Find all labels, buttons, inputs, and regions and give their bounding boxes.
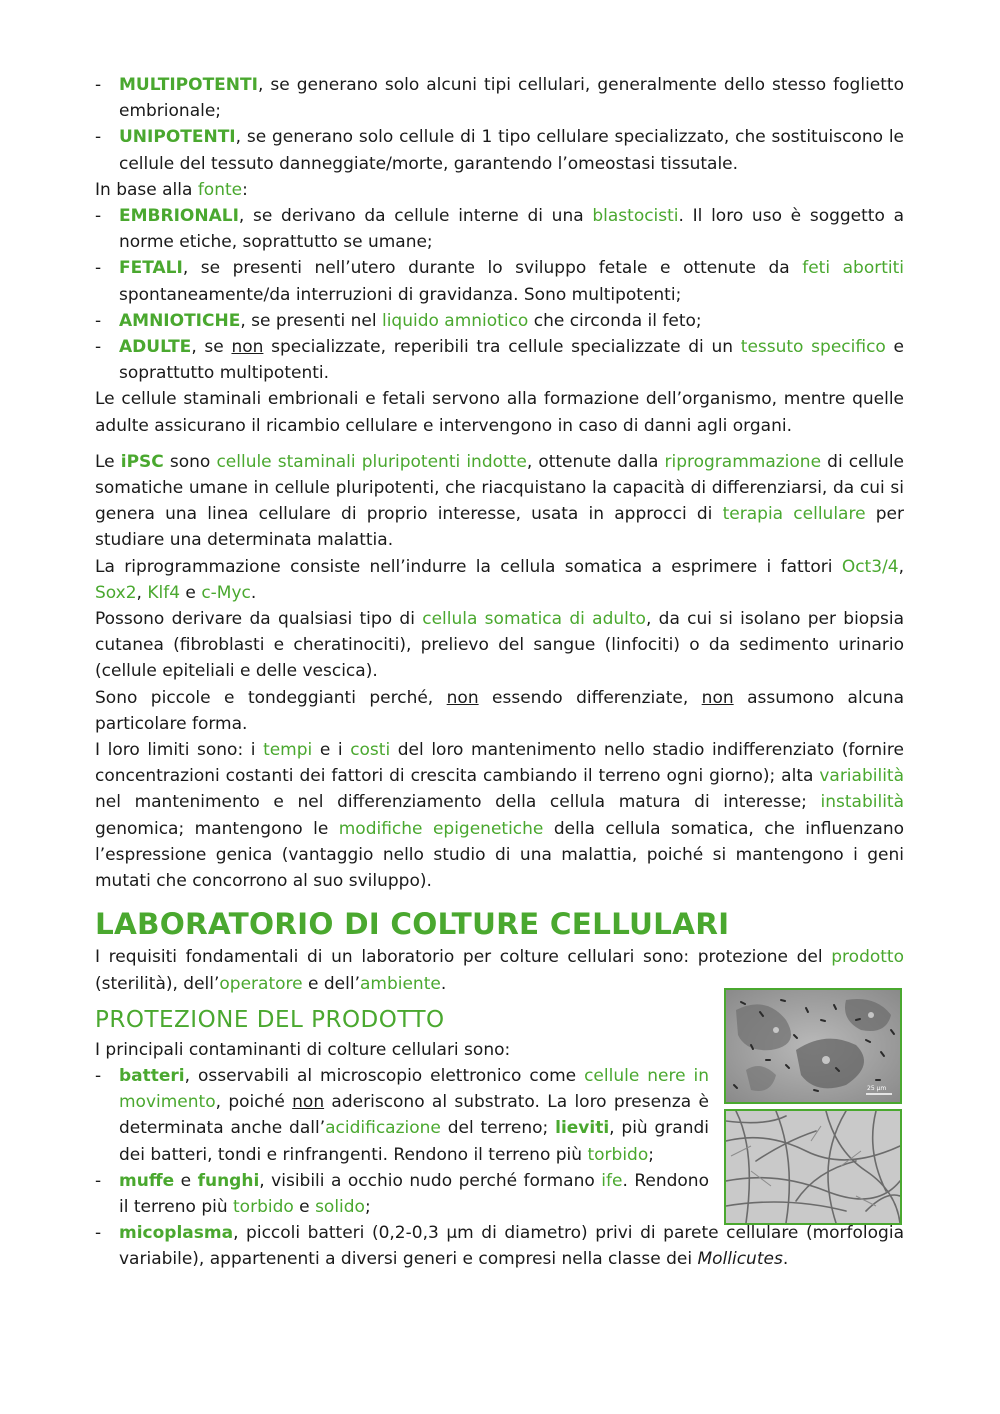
term-amniotiche: AMNIOTICHE [119, 310, 241, 331]
text: . [250, 582, 257, 603]
text: , poiché [215, 1092, 293, 1113]
term-muffe: muffe [119, 1170, 175, 1191]
term-ife: ife [601, 1170, 623, 1191]
micrograph-bacteria-image [724, 988, 902, 1104]
list-dash: - [95, 206, 102, 227]
text: e dell’ [302, 973, 360, 994]
term-oct34: Oct3/4 [841, 556, 899, 577]
text: In base alla [95, 179, 198, 200]
ipsc-paragraph-5 [95, 737, 904, 894]
list-dash: - [95, 337, 102, 358]
text: , piccoli batteri (0,2-0,3 µm di diametro) privi di parete cellulare (morfologia variabile), appartenenti a diversi generi e compresi nella classe dei [119, 1223, 904, 1270]
term-feti-abortiti: feti abortiti [802, 258, 904, 279]
text: , più grandi dei batteri, tondi e rinfrangenti. Rendono il terreno più [119, 1118, 709, 1165]
micrograph-bacteria-svg [726, 990, 900, 1102]
section-heading-laboratorio: LABORATORIO DI COLTURE CELLULARI [95, 907, 730, 942]
text: , se presenti nell’utero durante lo sviluppo fetale e ottenute da [182, 258, 803, 279]
text: (sterilità), dell’ [95, 973, 220, 994]
list-dash: - [95, 1170, 102, 1191]
text: essendo differenziate, [478, 687, 702, 708]
term-torbido: torbido [587, 1144, 649, 1165]
text: del terreno; [440, 1118, 556, 1139]
term-mollicutes: Mollicutes [697, 1249, 783, 1270]
text: di cellule somatiche umane in cellule pluripotenti, che riacquistano la capacità di differenziarsi, da cui si genera una linea cellulare di proprio interesse, usata in approcci di [95, 451, 904, 525]
text: genomica; mantengono le [95, 818, 339, 839]
term-klf4: Klf4 [147, 582, 181, 603]
text: Sono piccole e tondeggianti perché, [95, 687, 447, 708]
term-riprogrammazione: riprogrammazione [664, 451, 822, 472]
term-torbido: torbido [233, 1196, 294, 1217]
micrograph-fungi-svg [726, 1111, 900, 1223]
text: per studiare una determinata malattia. [95, 504, 904, 551]
text: nel mantenimento e nel differenziamento della cellula matura di interesse; [95, 792, 821, 813]
fonte-intro [95, 177, 904, 203]
text: . [782, 1249, 789, 1270]
micrograph-fungi-image [724, 1109, 902, 1225]
underlined-non: non [231, 337, 264, 358]
ipsc-paragraph-4 [95, 685, 904, 737]
text: . [440, 973, 447, 994]
list-item-fetali [95, 255, 904, 307]
list-dash: - [95, 258, 102, 279]
text: , se [191, 337, 232, 358]
list-item-embrionali [95, 203, 904, 255]
term-funghi: funghi [197, 1170, 260, 1191]
term-multipotenti: MULTIPOTENTI [119, 75, 258, 95]
text: ; [648, 1144, 654, 1165]
underlined-non: non [701, 687, 734, 708]
text: Le [95, 451, 121, 472]
term-prodotto: prodotto [831, 947, 904, 968]
text: Possono derivare da qualsiasi tipo di [95, 609, 423, 630]
list-item-multipotenti [95, 72, 904, 124]
term-blastocisti: blastocisti [592, 206, 679, 227]
text: e i [312, 740, 351, 761]
text: ; [364, 1196, 371, 1217]
text: , da cui si isolano per biopsia cutanea (fibroblasti e cheratinociti), prelievo del sangue (linfociti) o da sedimento urinario (cellule epiteliali e delle vescica). [95, 609, 904, 682]
term-sox2: Sox2 [95, 582, 137, 603]
list-item-batteri [95, 1063, 709, 1168]
scale-bar-label: 25 µm [867, 1085, 887, 1092]
term-cellule-staminali-pluripotenti-indotte: cellule staminali pluripotenti indotte [216, 451, 527, 472]
term-liquido-amniotico: liquido amniotico [381, 310, 529, 331]
text: , se generano solo alcuni tipi cellulari, generalmente dello stesso foglietto embrionale; [119, 75, 904, 122]
list-item-amniotiche [95, 308, 904, 334]
term-costi: costi [350, 740, 391, 761]
term-modifiche-epigenetiche: modifiche epigenetiche [338, 818, 544, 839]
term-micoplasma: micoplasma [119, 1223, 234, 1244]
term-batteri: batteri [119, 1065, 185, 1086]
list-dash: - [95, 75, 102, 95]
text: assumono alcuna particolare forma. [95, 687, 905, 734]
text: I loro limiti sono: i [95, 740, 264, 761]
term-adulte: ADULTE [119, 337, 192, 358]
term-variabilita: variabilità [819, 766, 904, 787]
term-ipsc: iPSC [120, 451, 164, 472]
text: . Rendono il terreno più [119, 1170, 709, 1217]
text: del loro mantenimento nello stadio indifferenziato (fornire concentrazioni costanti dei fattori di crescita cambiando il terreno ogni giorno); alta [95, 740, 904, 787]
text: sono [163, 451, 217, 472]
term-instabilita: instabilità [820, 792, 904, 813]
text: , osservabili al microscopio elettronico come [184, 1065, 585, 1086]
staminali-summary: Le cellule staminali embrionali e fetali servono alla formazione dell’organismo, mentre quelle adulte assicurano il ricambio cellulare e intervengono in caso di danni agli organi. [95, 389, 904, 436]
underlined-non: non [446, 687, 479, 708]
text: che circonda il feto; [528, 310, 702, 331]
text: . Il loro uso è soggetto a norme etiche, soprattutto se umane; [119, 206, 904, 253]
text: spontaneamente/da interruzioni di gravidanza. Sono multipotenti; [119, 284, 682, 305]
text: La riprogrammazione consiste nell’indurre la cellula somatica a esprimere i fattori [95, 556, 842, 577]
ipsc-paragraph-2 [95, 554, 904, 606]
ipsc-paragraph-1 [95, 449, 904, 554]
term-lieviti: lieviti [555, 1118, 610, 1139]
term-ambiente: ambiente [359, 973, 441, 994]
term-operatore: operatore [219, 973, 303, 994]
term-tessuto-specifico: tessuto specifico [740, 337, 886, 358]
list-item-adulte [95, 334, 904, 386]
text: e [180, 582, 202, 603]
text: aderiscono al substrato. La loro presenza è determinata anche dall’ [119, 1092, 709, 1139]
list-dash: - [95, 1223, 102, 1244]
text: e soprattutto multipotenti. [119, 337, 904, 384]
contaminants-intro: I principali contaminanti di colture cellulari sono: [95, 1039, 511, 1060]
list-dash: - [95, 1065, 102, 1086]
text: e [293, 1196, 316, 1217]
term-solido: solido [315, 1196, 365, 1217]
term-tempi: tempi [263, 740, 313, 761]
list-item-muffe [95, 1168, 709, 1220]
subheading-protezione-prodotto: PROTEZIONE DEL PRODOTTO [95, 1006, 445, 1033]
underlined-non: non [292, 1092, 325, 1113]
list-item-unipotenti [95, 124, 904, 176]
text: e [174, 1170, 198, 1191]
term-fonte: fonte [197, 179, 243, 200]
text: , visibili a occhio nudo perché formano [259, 1170, 602, 1191]
list-item-micoplasma [95, 1220, 904, 1272]
text: , [136, 582, 148, 603]
text: : [242, 179, 248, 200]
term-c-myc: c-Myc [201, 582, 251, 603]
text: , se presenti nel [240, 310, 382, 331]
term-embrionali: EMBRIONALI [119, 206, 239, 227]
term-acidificazione: acidificazione [325, 1118, 441, 1139]
list-dash: - [95, 127, 102, 148]
term-cellule-nere-in-movimento: cellule nere in movimento [119, 1065, 709, 1113]
text: I requisiti fondamentali di un laboratorio per colture cellulari sono: protezione del [95, 947, 832, 968]
text: , se generano solo cellule di 1 tipo cellulare specializzato, che sostituiscono le cellule del tessuto danneggiate/morte, garantendo l’omeostasi tissutale. [119, 127, 904, 174]
text: specializzate, reperibili tra cellule specializzate di un [263, 337, 741, 358]
text: , se derivano da cellule interne di una [238, 206, 593, 227]
term-unipotenti: UNIPOTENTI [119, 127, 236, 148]
term-terapia-cellulare: terapia cellulare [722, 504, 866, 525]
text: della cellula somatica, che influenzano l’espressione genica (vantaggio nello studio di una malattia, poiché si mantengono i geni mutati che concorrono al suo sviluppo). [95, 818, 905, 892]
text: , [898, 556, 904, 577]
term-fetali: FETALI [119, 258, 183, 279]
term-cellula-somatica-di-adulto: cellula somatica di adulto [422, 609, 646, 630]
ipsc-paragraph-3 [95, 606, 904, 685]
list-dash: - [95, 310, 102, 331]
text: , ottenute dalla [526, 451, 665, 472]
